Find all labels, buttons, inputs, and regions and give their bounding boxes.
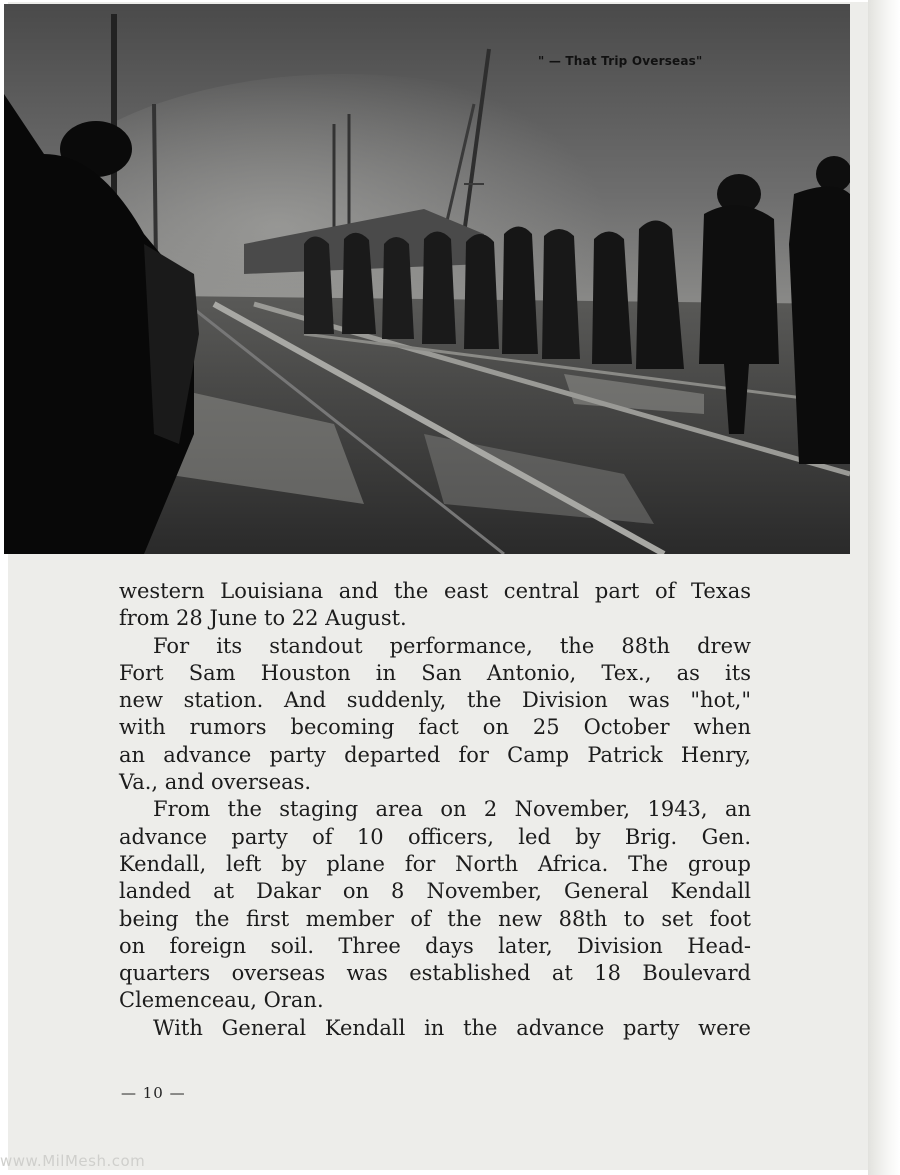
text-line: quarters overseas was established at 18 Boulevard	[119, 961, 751, 986]
paragraph-1	[119, 578, 751, 633]
text-line: Fort Sam Houston in San Antonio, Tex., as its	[119, 660, 751, 685]
paragraph-3	[119, 796, 751, 1014]
dock-scene-photo	[4, 4, 850, 554]
text-line: from 28 June to 22 August.	[119, 606, 407, 631]
paragraph-2	[119, 633, 751, 797]
text-line: on foreign soil. Three days later, Division Head-	[119, 933, 751, 958]
text-line: Clemenceau, Oran.	[119, 988, 324, 1013]
photo-drawing	[4, 4, 850, 554]
page-edge	[868, 0, 900, 1175]
text-line: landed at Dakar on 8 November, General Kendall	[119, 879, 751, 904]
text-line: Kendall, left by plane for North Africa. The group	[119, 851, 751, 876]
page-number: — 10 —	[121, 1084, 186, 1102]
text-line: with rumors becoming fact on 25 October when	[119, 715, 751, 740]
text-line: new station. And suddenly, the Division was "hot,"	[119, 688, 751, 713]
text-line: advance party of 10 officers, led by Brig. Gen.	[119, 824, 751, 849]
watermark: www.MilMesh.com	[0, 1152, 146, 1170]
text-line: With General Kendall in the advance party were	[153, 1015, 751, 1040]
text-line: western Louisiana and the east central part of Texas	[119, 579, 751, 603]
text-line: being the first member of the new 88th to set foot	[119, 906, 751, 931]
text-line: From the staging area on 2 November, 1943, an	[153, 797, 751, 822]
text-line: Va., and overseas.	[119, 770, 312, 795]
text-line: For its standout performance, the 88th drew	[153, 633, 751, 658]
photo-caption: " — That Trip Overseas"	[538, 54, 703, 68]
article-body	[119, 578, 751, 1042]
paragraph-4	[119, 1015, 751, 1042]
text-line: an advance party departed for Camp Patrick Henry,	[119, 742, 751, 767]
